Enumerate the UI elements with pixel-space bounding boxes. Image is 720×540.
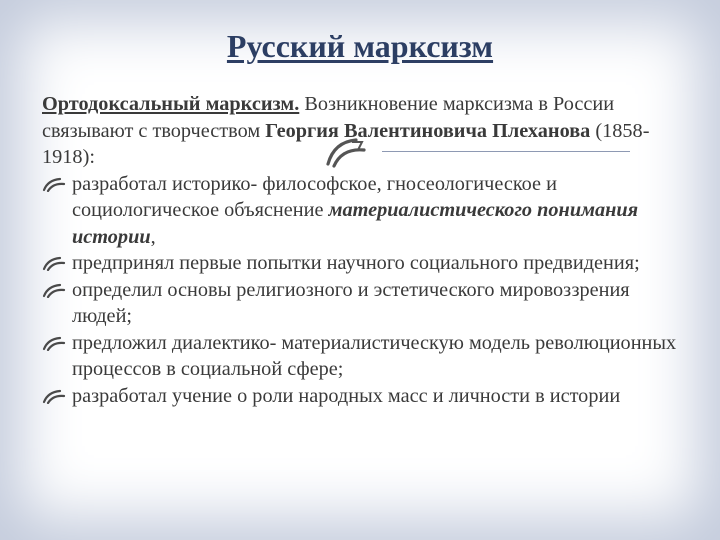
bullet-item [42,250,682,277]
swoosh-bullet-icon [42,283,66,298]
bullet-text: разработал историко- философское, гносеологическое и социологическое объяснение [72,172,557,221]
bullet-emphasis: материалистического понимания истории [72,199,639,248]
bullet-item [42,383,682,410]
bullet-text: определил основы религиозного и эстетического мировоззрения людей; [72,278,630,327]
person-name: Георгия Валентиновича Плеханова [265,119,591,142]
bullet-item [42,171,682,251]
swoosh-bullet-icon [42,336,66,351]
bullet-text: разработал учение о роли народных масс и личности в истории [72,384,621,407]
bullet-text: предпринял первые попытки научного социального предвидения; [72,252,640,274]
slide-title: Русский марксизм [226,28,494,64]
intro-paragraph [42,91,682,171]
swoosh-bullet-icon [42,389,66,404]
swoosh-bullet-icon [42,177,66,192]
term-heading: Ортодоксальный марксизм. [42,93,300,115]
intro-dates: (1858- 1918): [42,119,650,168]
bullet-list [42,171,682,410]
bullet-text-end: , [150,225,156,248]
intro-text: Возникновение марксизма в России связывают с творчеством [42,93,615,142]
slide-body [42,91,682,409]
swoosh-bullet-icon [42,256,66,271]
bullet-text: предложил диалектико- материалистическую модель революционных процессов в социальной сфере; [72,331,677,380]
bullet-item [42,330,682,383]
bullet-item [42,277,682,330]
